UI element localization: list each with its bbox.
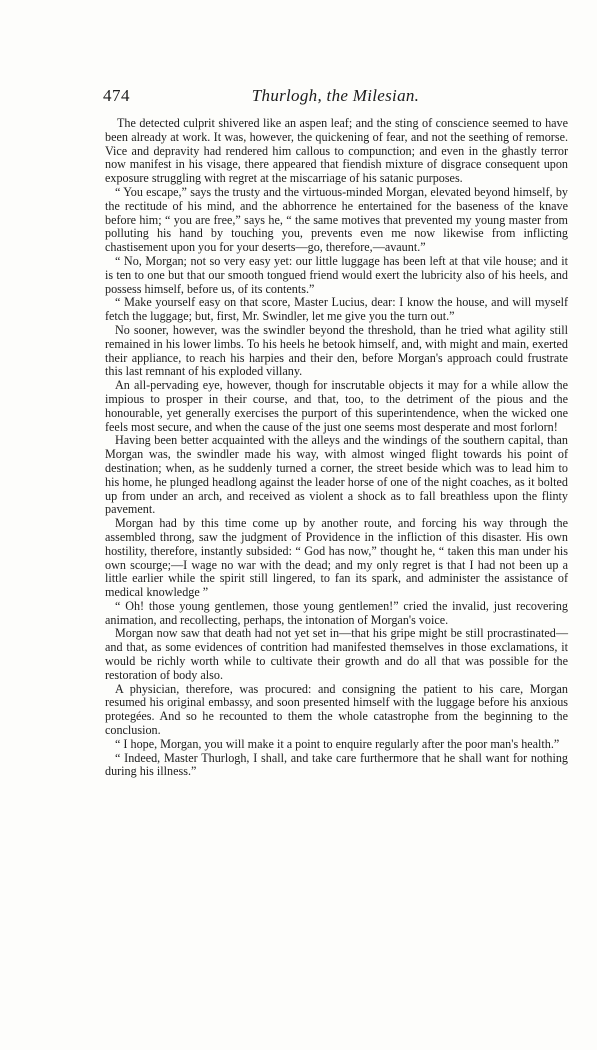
paragraph: Morgan now saw that death had not yet set in—that his gripe might be still procrastinated—and that, as some evidences of contrition had manifested themselves in those exclamations, it would be richly worth while to cultivate their growth and do all that was possible for the restoration of body also. [105, 626, 568, 682]
paragraph: The detected culprit shivered like an aspen leaf; and the sting of conscience seemed to have been already at work. It was, however, the quickening of fear, and not the seething of remorse. Vice and depravity had rendered him callous to compunction; and even in the ghastly terror now manifest in his visage, there appeared that fiendish mixture of disgrace consequent upon exposure struggling with regret at the miscarriage of his satanic purposes. [105, 116, 568, 186]
paragraph: “ No, Morgan; not so very easy yet: our little luggage has been left at that vile house; and it is ten to one but that our smooth tongued friend would exert the lubricity also of his heels, and possess himself, before us, of its contents.” [105, 253, 568, 296]
paragraph: Morgan had by this time come up by another route, and forcing his way through the assembled throng, saw the judgment of Providence in the infliction of this disaster. His own hostility, therefore, instantly subsided: “ God has now,” thought he, “ taken this man under his own scourge;—I wage no war with the dead; and my only regret is that I had not been up a little earlier while the spirit still lingered, to fan its spark, and administer the assistance of medical knowledge ” [105, 516, 568, 600]
paragraph: “ Indeed, Master Thurlogh, I shall, and take care furthermore that he shall want for nothing during his illness.” [105, 750, 568, 779]
paragraph: “ I hope, Morgan, you will make it a point to enquire regularly after the poor man's health.” [115, 736, 560, 751]
running-title: Thurlogh, the Milesian. [251, 86, 420, 105]
body-text [105, 117, 568, 779]
running-head [103, 86, 568, 110]
paragraph: “ Oh! those young gentlemen, those young gentlemen!” cried the invalid, just recovering animation, and recollecting, perhaps, the intonation of Morgan's voice. [105, 598, 568, 627]
paragraph: “ Make yourself easy on that score, Master Lucius, dear: I know the house, and will myself fetch the luggage; but, first, Mr. Swindler, let me give you the turn out.” [105, 295, 568, 324]
paragraph: An all-pervading eye, however, though for inscrutable objects it may for a while allow the impious to prosper in their course, and that, too, to the detriment of the pious and the honourable, yet generally exercises the purport of this superintendence, when the wicked one feels most secure, and when the cause of the just one seems most desperate and most forlorn! [105, 378, 568, 434]
paragraph: “ You escape,” says the trusty and the virtuous-minded Morgan, elevated beyond himself, by the rectitude of his mind, and the abhorrence he entertained for the baseness of the knave before him; “ you are free,” says he, “ the same motives that prevented my young master from polluting his hand by touching you, prevents even me now likewise from inflicting chastisement upon you for your deserts—go, therefore,—avaunt.” [105, 184, 568, 255]
paragraph: A physician, therefore, was procured: and consigning the patient to his care, Morgan resumed his original embassy, and soon presented himself with the luggage before his anxious protegées. And so he recounted to them the whole catastrophe from the beginning to the conclusion. [105, 681, 568, 738]
page-number: 474 [103, 86, 130, 105]
paragraph: No sooner, however, was the swindler beyond the threshold, than he tried what agility still remained in his lower limbs. To his heels he betook himself, and, with might and main, exerted their appliance, to reach his harpies and their den, before Morgan's approach could frustrate this last remnant of his exploded villany. [105, 322, 568, 379]
paragraph: Having been better acquainted with the alleys and the windings of the southern capital, than Morgan was, the swindler made his way, with almost winged flight towards his point of destination; when, as he suddenly turned a corner, the street beside which was to lead him to his home, he plunged headlong against the leader horse of one of the night coaches, as it bolted up from under an arch, and received as violent a shock as to fall breathless upon the flinty pavement. [105, 433, 568, 517]
